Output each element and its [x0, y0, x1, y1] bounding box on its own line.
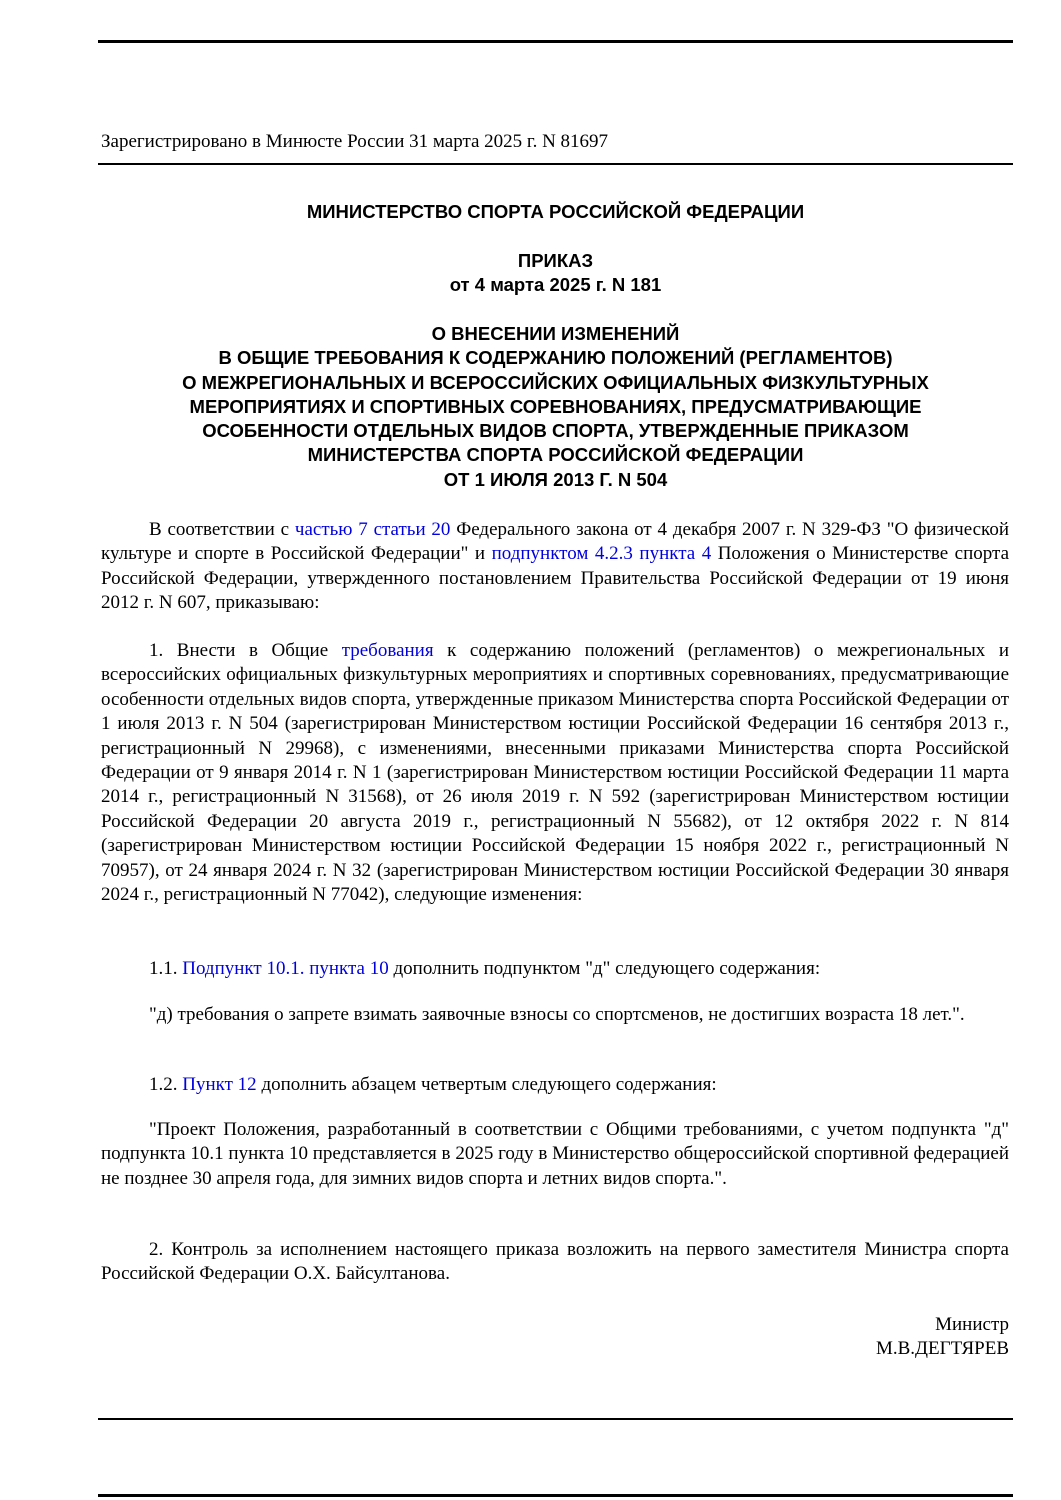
item-2-paragraph — [101, 1238, 1009, 1287]
subitem-10-1-link[interactable]: Подпункт 10.1. пункта 10 — [182, 958, 389, 979]
quote-2-paragraph — [101, 1118, 1009, 1191]
title-line: В ОБЩИЕ ТРЕБОВАНИЯ К СОДЕРЖАНИЮ ПОЛОЖЕНИЙ (РЕГЛАМЕНТОВ) — [218, 347, 893, 369]
bottom-rule — [98, 1494, 1013, 1497]
item-1-2-text: дополнить абзацем четвертым следующего содержания: — [256, 1074, 717, 1095]
registration-note: Зарегистрировано в Минюсте России 31 марта 2025 г. N 81697 — [101, 131, 609, 152]
preamble-text: Федерального закона от 4 декабря 2007 г. N 329-ФЗ "О физической культуре и спорте в Российской Федерации" и — [101, 519, 1009, 565]
footer-rule — [98, 1418, 1013, 1420]
title-line: МЕРОПРИЯТИЯХ И СПОРТИВНЫХ СОРЕВНОВАНИЯХ, ПРЕДУСМАТРИВАЮЩИЕ — [189, 395, 922, 417]
item-1-paragraph — [101, 639, 1009, 907]
item-1-1-text: 1.1. — [149, 958, 183, 979]
item-1-2-paragraph — [101, 1073, 1009, 1097]
item-12-link[interactable]: Пункт 12 — [182, 1074, 257, 1095]
law-article-link[interactable]: частью 7 статьи 20 — [294, 519, 451, 540]
requirements-link[interactable]: требования — [341, 640, 434, 661]
item-1-text: 1. Внести в Общие — [149, 640, 342, 661]
document-title — [98, 322, 1013, 492]
top-rule — [98, 40, 1013, 43]
title-line: МИНИСТЕРСТВА СПОРТА РОССИЙСКОЙ ФЕДЕРАЦИИ — [307, 444, 804, 466]
doc-date: от 4 марта 2025 г. N 181 — [449, 274, 662, 296]
quote-2-text: "Проект Положения, разработанный в соответствии с Общими требованиями, с учетом подпункта "д" подпункта 10.1 пункта 10 представляется в 2025 году в Министерство общероссийской спортивной федерацией не позднее 30 апреля года, для зимних видов спорта и летних видов спорта.". — [101, 1119, 1009, 1189]
item-1-2-text: 1.2. — [149, 1074, 183, 1095]
quote-1-text: "д) требования о запрете взимать заявочные взносы со спортсменов, не достигших возраста 18 лет.". — [149, 1004, 965, 1025]
ministry-heading: МИНИСТЕРСТВО СПОРТА РОССИЙСКОЙ ФЕДЕРАЦИИ — [306, 201, 805, 222]
signer-name: М.В.ДЕГТЯРЕВ — [875, 1338, 1009, 1360]
registration-divider — [98, 163, 1013, 165]
item-2-text: 2. Контроль за исполнением настоящего приказа возложить на первого заместителя Министра спорта Российской Федерации О.Х. Байсултанова. — [101, 1239, 1009, 1285]
title-line: ОСОБЕННОСТИ ОТДЕЛЬНЫХ ВИДОВ СПОРТА, УТВЕРЖДЕННЫЕ ПРИКАЗОМ — [202, 420, 909, 442]
item-1-1-paragraph — [101, 957, 1009, 981]
signer-position: Министр — [935, 1314, 1009, 1335]
doc-type: ПРИКАЗ — [517, 250, 594, 271]
signature-block — [876, 1313, 1009, 1362]
quote-1-paragraph — [101, 1003, 1009, 1027]
regulation-subitem-link[interactable]: подпунктом 4.2.3 пункта 4 — [491, 543, 712, 565]
item-1-1-text: дополнить подпунктом "д" следующего содержания: — [388, 958, 821, 979]
title-line: ОТ 1 ИЮЛЯ 2013 Г. N 504 — [443, 468, 668, 490]
preamble-text: В соответствии с — [149, 519, 295, 540]
title-line: О ВНЕСЕНИИ ИЗМЕНЕНИЙ — [431, 323, 680, 344]
item-1-text: к содержанию положений (регламентов) о межрегиональных и всероссийских официальных физкультурных мероприятиях и спортивных соревнованиях, предусматривающие особенности отдельных видов спорта, утвержденные приказом Министерства спорта Российской Федерации от 1 июля 2013 г. N 504 (зарегистрирован Министерством юстиции Российской Федерации 16 сентября 2013 г., регистрационный N 29968), с изменениями, внесенными приказами Министерства спорта Российской Федерации от 9 января 2014 г. N 1 (зарегистрирован Министерством юстиции Российской Федерации 11 марта 2014 г., регистрационный N 31568), от 26 июля 2019 г. N 592 (зарегистрирован Министерством юстиции Российской Федерации 20 августа 2019 г., регистрационный N 55682), от 12 октября 2022 г. N 814 (зарегистрирован Министерством юстиции Российской Федерации 15 ноября 2022 г., регистрационный N 70957), от 24 января 2024 г. N 32 (зарегистрирован Министерством юстиции Российской Федерации 30 января 2024 г., регистрационный N 77042), следующие изменения: — [101, 640, 1009, 906]
title-line: О МЕЖРЕГИОНАЛЬНЫХ И ВСЕРОССИЙСКИХ ОФИЦИАЛЬНЫХ ФИЗКУЛЬТУРНЫХ — [182, 371, 929, 393]
preamble-paragraph — [101, 518, 1009, 616]
preamble-text: Положения о Министерстве спорта Российской Федерации, утвержденного постановлением Правительства Российской Федерации от 19 июня 2012 г. N 607, приказываю: — [101, 543, 1009, 614]
order-heading — [98, 249, 1013, 298]
